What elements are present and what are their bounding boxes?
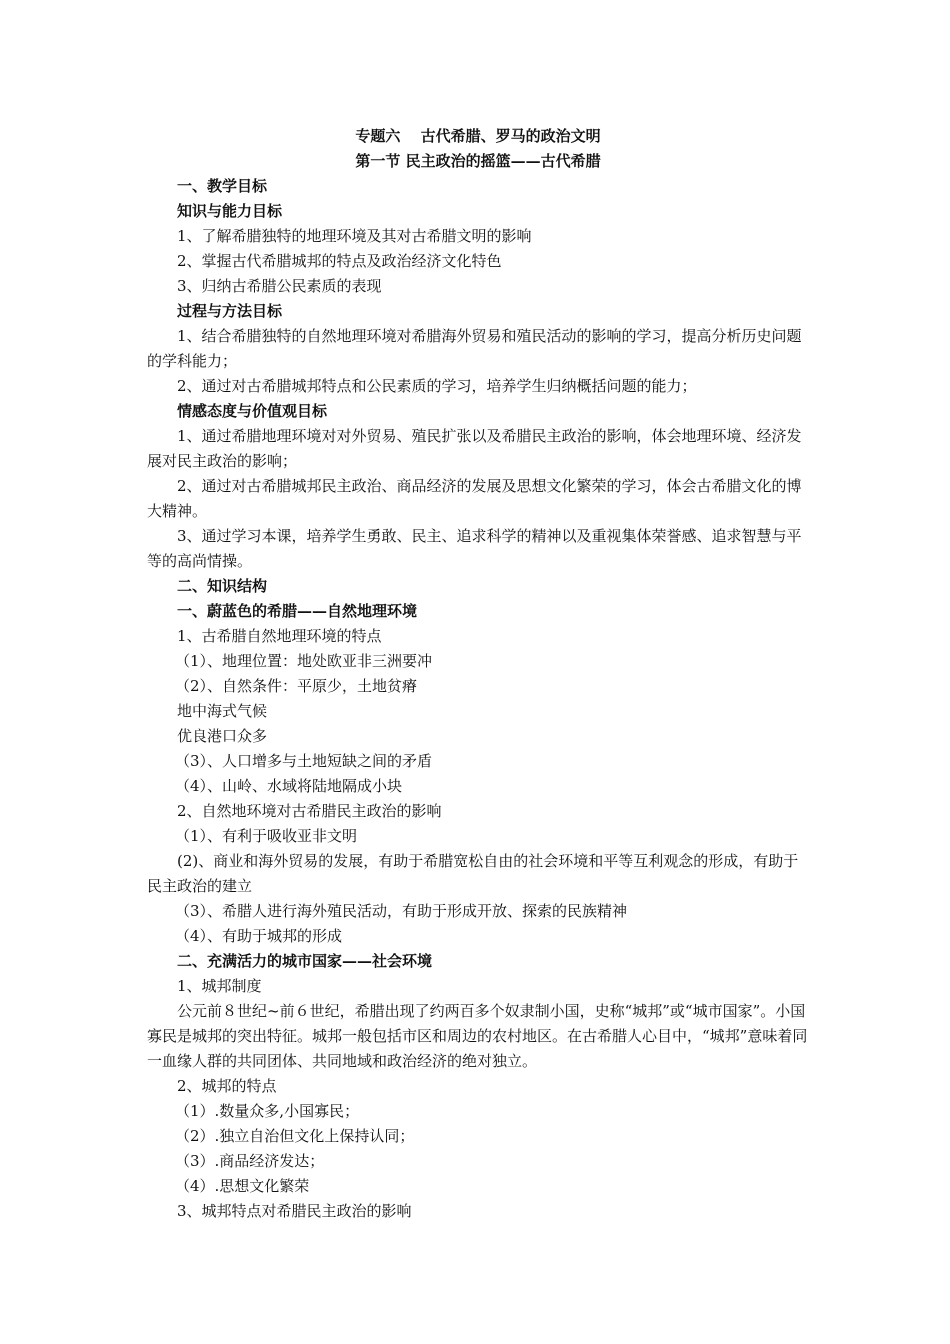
list-item: （4）、山岭、水域将陆地隔成小块 [175,777,403,795]
list-item: 3、城邦特点对希腊民主政治的影响 [177,1202,412,1220]
list-item: 2、掌握古代希腊城邦的特点及政治经济文化特色 [177,252,502,270]
list-item: 优良港口众多 [177,727,268,745]
list-item: 1、结合希腊独特的自然地理环境对希腊海外贸易和殖民活动的影响的学习，提高分析历史问题的学科能力； [147,327,802,370]
list-item: 1、了解希腊独特的地理环境及其对古希腊文明的影响 [177,227,532,245]
document-page [147,124,809,1224]
heading-city-state: 二、充满活力的城市国家——社会环境 [177,952,433,970]
list-item: 2、城邦的特点 [177,1077,277,1095]
list-item: 2、通过对古希腊城邦特点和公民素质的学习，培养学生归纳概括问题的能力； [177,377,697,395]
paragraph: 公元前８世纪~前６世纪，希腊出现了约两百多个奴隶制小国，史称“城邦”或“城市国家”。小国寡民是城邦的突出特征。城邦一般包括市区和周边的农村地区。在古希腊人心目中，“城邦”意味着同一血缘人群的共同团体、共同地域和政治经济的绝对独立。 [147,1002,808,1070]
section-title: 第一节 民主政治的摇篮——古代希腊 [355,152,601,170]
list-item: （2）、自然条件：平原少，土地贫瘠 [175,677,418,695]
list-item: （1）.数量众多,小国寡民； [175,1102,360,1120]
list-item: 3、归纳古希腊公民素质的表现 [177,277,382,295]
list-item: （1）、地理位置：地处欧亚非三洲要冲 [175,652,433,670]
list-item: 1、古希腊自然地理环境的特点 [177,627,382,645]
subheading-knowledge: 知识与能力目标 [177,202,283,220]
list-item: 1、城邦制度 [177,977,262,995]
list-item: （2）.独立自治但文化上保持认同； [175,1127,415,1145]
list-item: (2)、商业和海外贸易的发展，有助于希腊宽松自由的社会环境和平等互利观念的形成，有助于民主政治的建立 [147,852,799,895]
subheading-process: 过程与方法目标 [177,302,283,320]
subheading-values: 情感态度与价值观目标 [177,402,328,420]
list-item: 2、通过对古希腊城邦民主政治、商品经济的发展及思想文化繁荣的学习，体会古希腊文化的博大精神。 [147,477,802,520]
list-item: （4）.思想文化繁荣 [175,1177,310,1195]
heading-knowledge-structure: 二、知识结构 [177,577,268,595]
list-item: （1）、有利于吸收亚非文明 [175,827,358,845]
list-item: （3）.商品经济发达； [175,1152,325,1170]
list-item: （3）、希腊人进行海外殖民活动，有助于形成开放、探索的民族精神 [175,902,628,920]
chapter-title: 专题六 古代希腊、罗马的政治文明 [355,127,601,145]
heading-geography: 一、蔚蓝色的希腊——自然地理环境 [177,602,418,620]
list-item: （4）、有助于城邦的形成 [175,927,343,945]
list-item: 3、通过学习本课，培养学生勇敢、民主、追求科学的精神以及重视集体荣誉感、追求智慧与平等的高尚情操。 [147,527,802,570]
heading-teaching-goals: 一、教学目标 [177,177,268,195]
list-item: 地中海式气候 [177,702,268,720]
list-item: 1、通过希腊地理环境对对外贸易、殖民扩张以及希腊民主政治的影响，体会地理环境、经济发展对民主政治的影响； [147,427,802,470]
list-item: 2、自然地环境对古希腊民主政治的影响 [177,802,442,820]
list-item: （3）、人口增多与土地短缺之间的矛盾 [175,752,433,770]
